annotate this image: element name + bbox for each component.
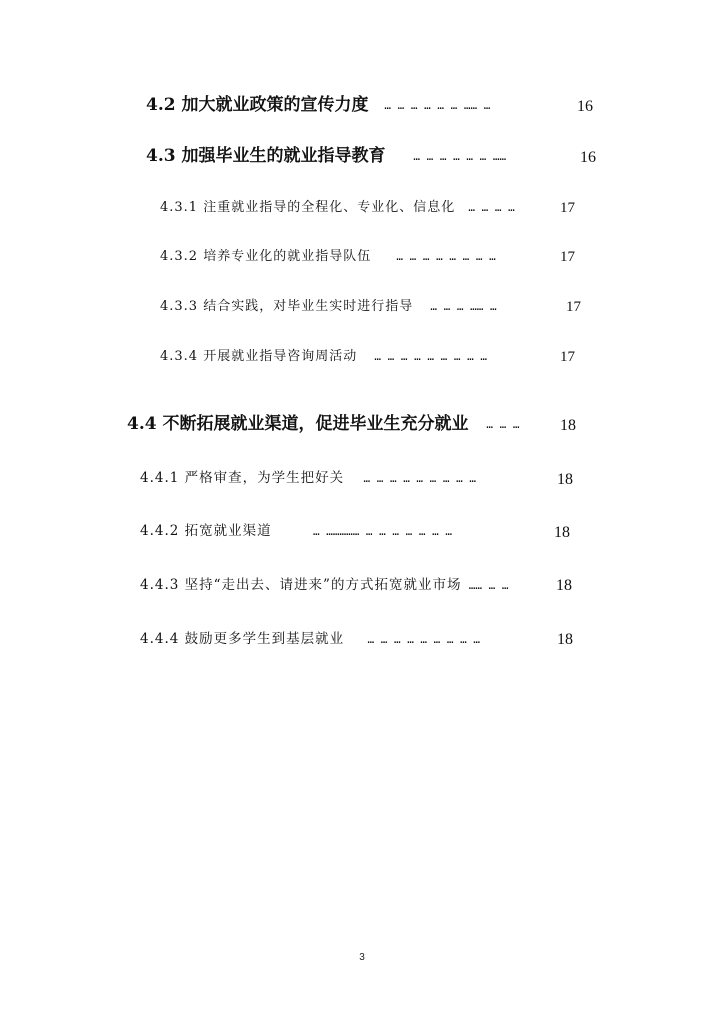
toc-entry-label: 4.4.4 鼓励更多学生到基层就业 [140,631,345,647]
toc-entry-page: 17 [566,299,581,315]
toc-entry-label: 4.4.1 严格审查，为学生把好关 [140,470,345,486]
toc-entry-page: 17 [560,349,575,365]
toc-entry-page: 18 [560,417,576,434]
toc-entry-4-3-1[interactable] [160,201,515,214]
toc-entry-4-3-4[interactable] [160,350,487,363]
toc-entry-4-4[interactable] [127,416,520,433]
toc-entry-page: 16 [580,149,596,166]
toc-entry-label: 4.3.4 开展就业指导咨询周活动 [160,349,358,364]
toc-entry-page: 18 [557,631,573,648]
toc-entry-4-3[interactable] [146,148,506,165]
toc-leader-dots: … … … … … … …… … [384,99,491,112]
toc-leader-dots: … … … [486,418,520,431]
toc-entry-page: 18 [556,577,572,594]
toc-entry-label: 4.4.3 坚持“走出去、请进来”的方式拓宽就业市场 [140,577,462,593]
toc-entry-label: 4.3.2 培养专业化的就业指导队伍 [160,249,372,264]
toc-entry-label: 4.3.3 结合实践，对毕业生实时进行指导 [160,299,414,314]
toc-entry-page: 18 [557,471,573,488]
toc-entry-label: 4.2 加大就业政策的宣传力度 [146,95,369,115]
toc-entry-4-4-2[interactable] [140,525,452,539]
toc-leader-dots: … … … … … … … … … [367,633,481,646]
toc-entry-page: 17 [560,249,575,265]
toc-entry-4-2[interactable] [146,97,490,114]
toc-leader-dots: … … … … [468,201,515,214]
toc-entry-label: 4.3.1 注重就业指导的全程化、专业化、信息化 [160,200,456,215]
toc-entry-page: 16 [577,98,593,115]
toc-leader-dots: … … … …… … [430,300,497,313]
toc-entry-4-4-4[interactable] [140,633,480,647]
toc-leader-dots: … …………… … … … … … … … [312,525,453,538]
toc-entry-label: 4.4.2 拓宽就业渠道 [140,523,272,539]
toc-entry-label: 4.4 不断拓展就业渠道，促进毕业生充分就业 [127,414,469,434]
toc-leader-dots: … … … … … … … … … [363,472,477,485]
toc-entry-page: 18 [554,524,570,541]
toc-entry-4-3-2[interactable] [160,250,496,263]
toc-entry-label: 4.3 加强毕业生的就业指导教育 [146,146,386,166]
toc-leader-dots: …… … … [468,579,509,592]
toc-leader-dots: … … … … … … …… [413,150,507,163]
page-number: 3 [359,952,365,963]
toc-entry-4-3-3[interactable] [160,300,497,313]
toc-leader-dots: … … … … … … … … … [374,350,487,363]
toc-entry-4-4-3[interactable] [140,579,509,593]
toc-entry-4-4-1[interactable] [140,472,476,486]
toc-leader-dots: … … … … … … … … [396,250,496,263]
toc-entry-page: 17 [560,200,575,216]
